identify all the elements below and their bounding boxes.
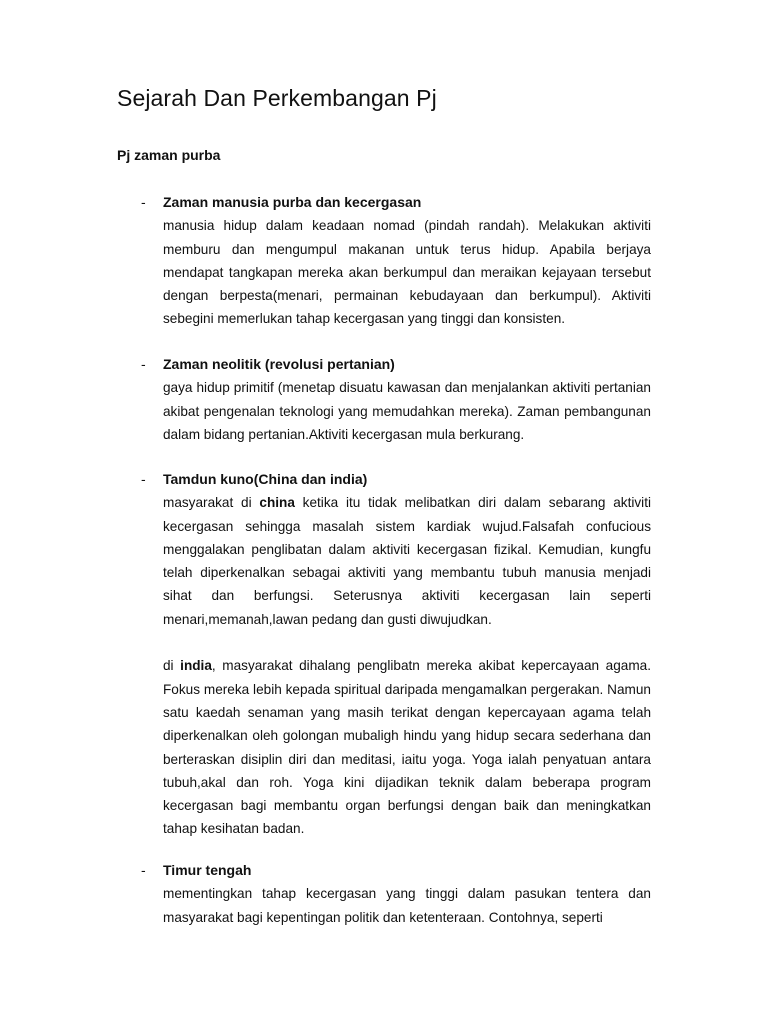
document-title: Sejarah Dan Perkembangan Pj: [117, 85, 437, 111]
list-item-zaman-neolitik: [141, 353, 651, 446]
bullet-dash: -: [141, 862, 146, 878]
list-item-body: [163, 468, 651, 841]
item-paragraph: mementingkan tahap kecergasan yang tinggi dalam pasukan tentera dan masyarakat bagi kepentingan politik dan ketenteraan. Contohnya, seperti: [163, 886, 651, 925]
paragraph-text: ketika itu tidak melibatkan diri dalam sebarang aktiviti kecergasan sehingga masalah sistem kardiak wujud.Falsafah confucious menggalakan penglibatan dalam aktiviti kecergasan fizikal. Kemudian, kungfu telah diperkenalkan sebagai aktiviti yang membantu tubuh manusia menjadi sihat dan berfungsi. Seterusnya aktiviti kecergasan lain seperti menari,memanah,lawan pedang dan gusti diwujudkan.: [163, 495, 651, 627]
paragraph-text: , masyarakat dihalang penglibatn mereka akibat kepercayaan agama. Fokus mereka lebih kepada spiritual daripada mengamalkan pergerakan. Namun satu kaedah senaman yang masih terikat dengan kepercayaan agama telah diperkenalkan oleh golongan mubaligh hindu yang hidup secara sederhana dan berteraskan disiplin diri dan meditasi, iaitu yoga. Yoga ialah penyatuan antara tubuh,akal dan roh. Yoga kini dijadikan teknik dalam beberapa program kecergasan bagi membantu organ berfungsi dengan baik dan meningkatkan tahap kesihatan badan.: [163, 658, 651, 837]
item-heading: Tamdun kuno(China dan india): [163, 471, 368, 487]
item-paragraph-china: [163, 491, 651, 631]
item-paragraph: gaya hidup primitif (menetap disuatu kawasan dan menjalankan aktiviti pertanian akibat pengenalan teknologi yang memudahkan mereka). Zaman pembangunan dalam bidang pertanian.Aktiviti kecergasan mula berkurang.: [163, 380, 651, 442]
paragraph-text: masyarakat di: [163, 495, 260, 511]
section-title: Pj zaman purba: [117, 147, 221, 163]
list-item-timur-tengah: [141, 859, 651, 929]
bullet-dash: -: [141, 194, 146, 210]
paragraph-bold-term: india: [180, 658, 212, 674]
list-item-body: [163, 859, 651, 929]
list-item-zaman-manusia-purba: [141, 191, 651, 331]
paragraph-text: di: [163, 658, 181, 674]
list-item-body: [163, 191, 651, 331]
list-item-tamdun-kuno: [141, 468, 651, 841]
bullet-dash: -: [141, 356, 146, 372]
list-item-body: [163, 353, 651, 446]
bullet-dash: -: [141, 471, 146, 487]
item-paragraph-india: [163, 654, 651, 840]
item-paragraph: manusia hidup dalam keadaan nomad (pindah randah). Melakukan aktiviti memburu dan mengumpul makanan untuk terus hidup. Apabila berjaya mendapat tangkapan mereka akan berkumpul dan meraikan kejayaan tersebut dengan berpesta(menari, permainan kebudayaan dan berkumpul). Aktiviti sebegini memerlukan tahap kecergasan yang tinggi dan konsisten.: [163, 218, 651, 327]
paragraph-bold-term: china: [259, 495, 295, 511]
item-heading: Zaman manusia purba dan kecergasan: [163, 194, 422, 210]
item-heading: Zaman neolitik (revolusi pertanian): [163, 356, 395, 372]
item-heading: Timur tengah: [163, 862, 252, 878]
